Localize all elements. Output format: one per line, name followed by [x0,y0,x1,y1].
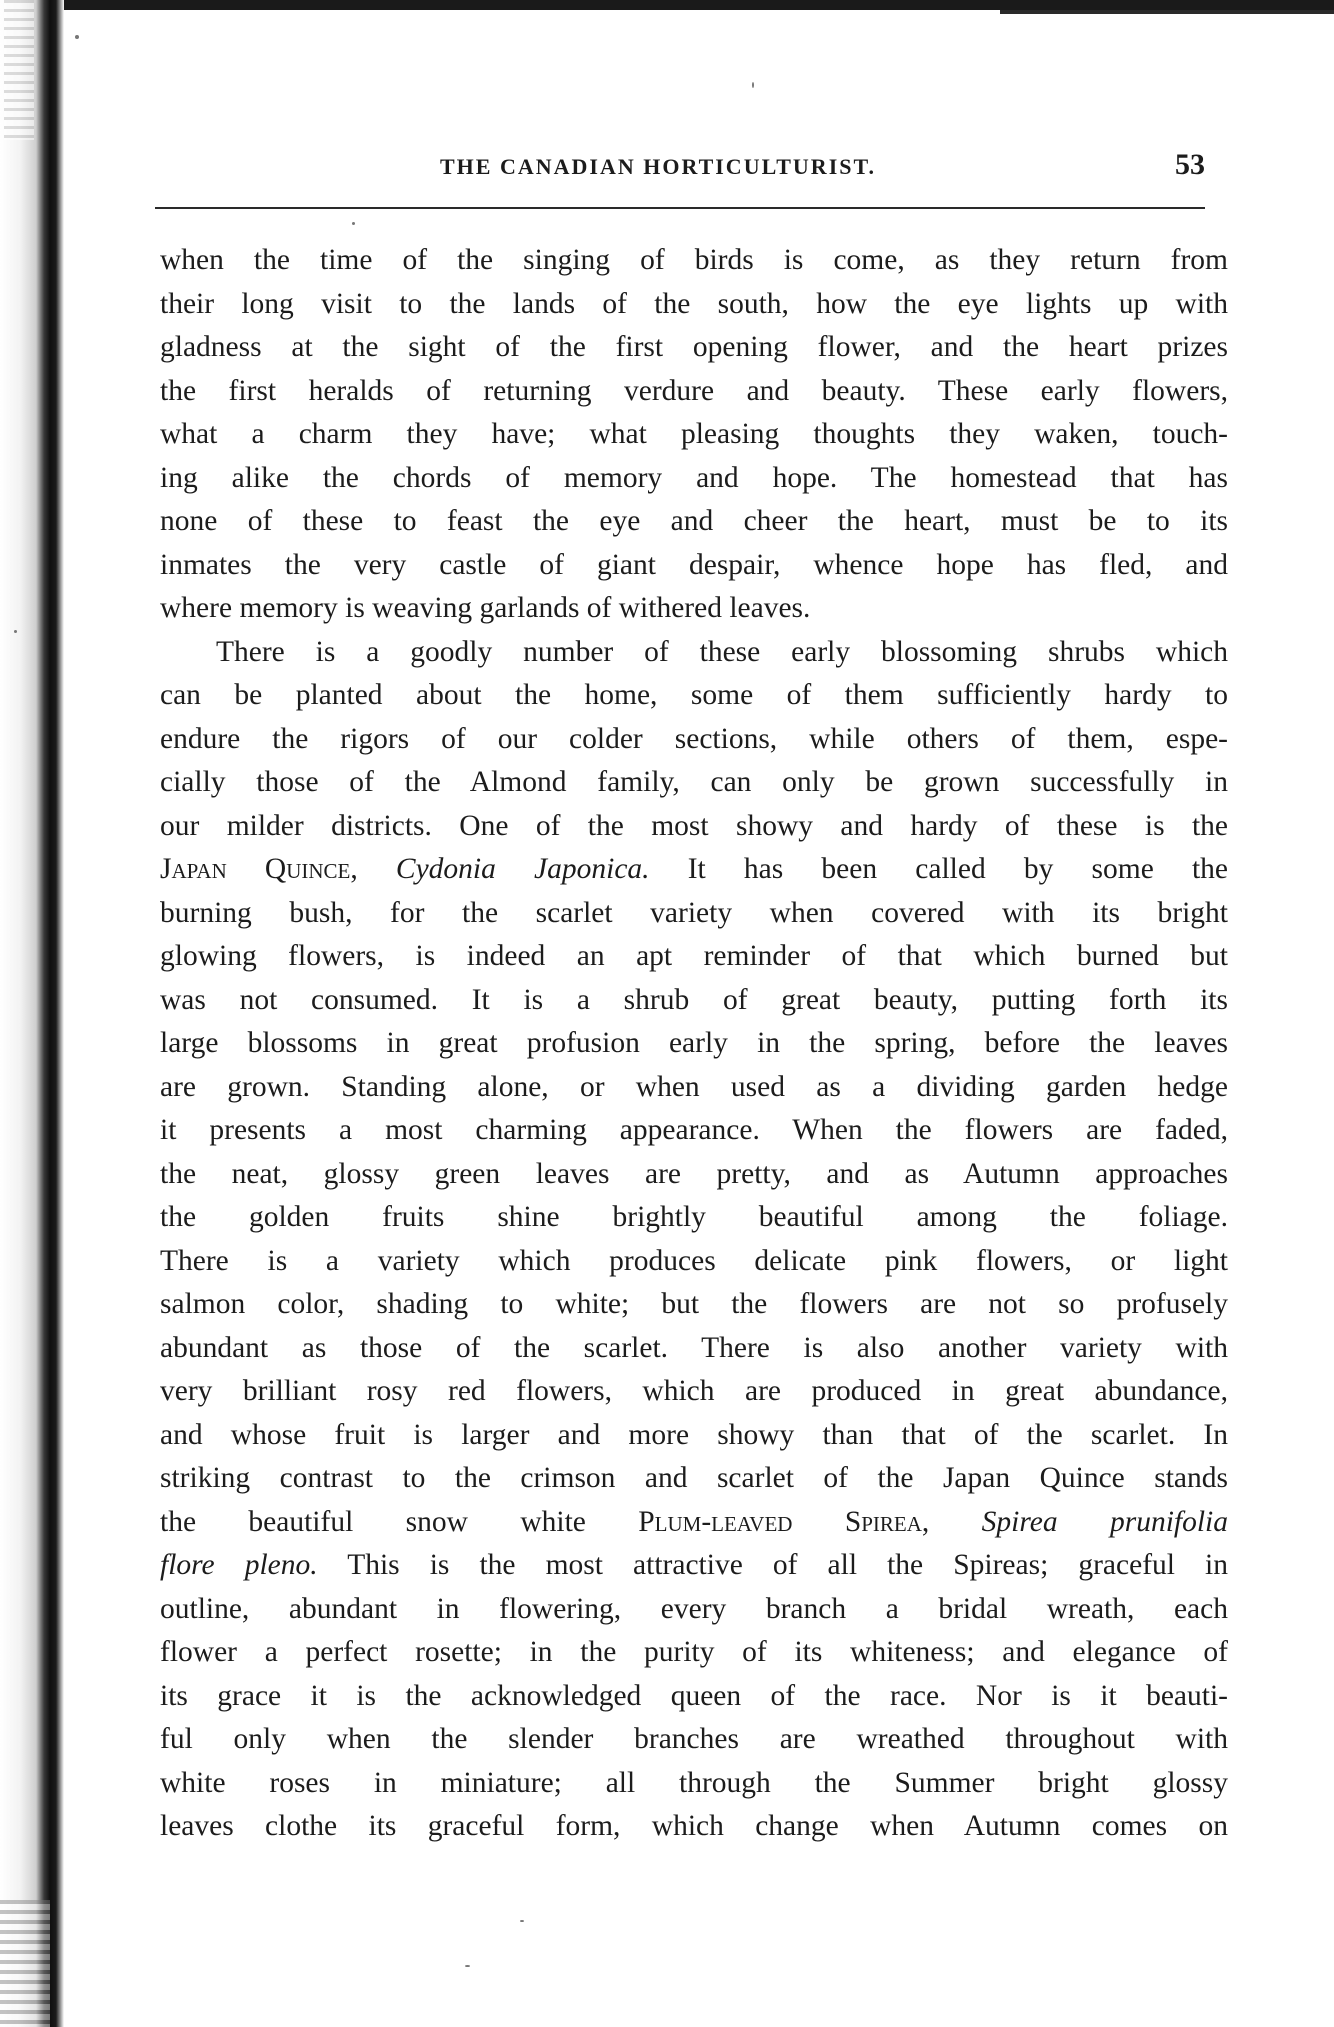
text-line: There is a variety which produces delicate pink flowers, or light [160,1244,1228,1277]
binding-texture-top [4,0,34,140]
text-run: It has been called by some the [687,853,1228,885]
botanical-name-flore-pleno: flore pleno. [160,1549,318,1581]
scan-edge-top-tail [1000,10,1334,14]
scan-speck [14,630,17,633]
scan-speck [465,1965,470,1967]
text-line: flower a perfect rosette; in the purity of its whiteness; and elegance of [160,1636,1228,1668]
text-line: can be planted about the home, some of them sufficiently hardy to [160,679,1228,711]
text-line: it presents a most charming appearance. When the flowers are faded, [160,1114,1228,1146]
text-line: our milder districts. One of the most showy and hardy of these is the [160,809,1228,842]
text-line: very brilliant rosy red flowers, which are produced in great abundance, [160,1375,1228,1407]
text-line: and whose fruit is larger and more showy than that of the scarlet. In [160,1418,1228,1451]
text-line: outline, abundant in flowering, every branch a bridal wreath, each [160,1592,1228,1625]
text-line: salmon color, shading to white; but the flowers are not so profusely [160,1288,1228,1320]
header-rule [155,207,1205,209]
text-line: There is a goodly number of these early blossoming shrubs which [216,635,1228,668]
text-line: when the time of the singing of birds is come, as they return from [160,244,1228,276]
text-line: ful only when the slender branches are wreathed throughout with [160,1723,1228,1755]
text-line: striking contrast to the crimson and scarlet of the Japan Quince stands [160,1462,1228,1494]
text-line: large blossoms in great profusion early in the spring, before the leaves [160,1027,1228,1059]
book-binding-shadow [0,0,64,2027]
text-line: their long visit to the lands of the south, how the eye lights up with [160,287,1228,320]
text-run: the beautiful snow white [160,1505,586,1538]
text-line: none of these to feast the eye and cheer the heart, must be to its [160,505,1228,537]
text-line: cially those of the Almond family, can only be grown successfully in [160,766,1228,798]
running-title: THE CANADIAN HORTICULTURIST. [440,154,877,179]
scan-speck [752,82,754,88]
text-line: endure the rigors of our colder sections, while others of them, espe- [160,722,1228,755]
running-head [150,148,1205,188]
text-line: white roses in miniature; all through the Summer bright glossy [160,1766,1228,1799]
text-line: the golden fruits shine brightly beautiful among the foliage. [160,1201,1228,1233]
paragraph [160,631,1228,1849]
text-line: the first heralds of returning verdure and beauty. These early flowers, [160,374,1228,407]
text-line: glowing flowers, is indeed an apt reminder of that which burned but [160,940,1228,972]
botanical-name-spirea: Spirea prunifolia [981,1505,1228,1538]
text-line: where memory is weaving garlands of withered leaves. [160,592,811,624]
scan-speck [352,222,355,225]
paragraph [160,239,1228,631]
text-run: This is the most attractive of all the Spireas; graceful in [347,1549,1228,1581]
text-line: burning bush, for the scarlet variety when covered with its bright [160,896,1228,929]
text-line: leaves clothe its graceful form, which change when Autumn comes on [160,1810,1228,1842]
plant-name-plum-leaved-spirea: Plum-leaved Spirea, [638,1505,930,1538]
scan-speck [75,35,79,39]
text-line: what a charm they have; what pleasing thoughts they waken, touch- [160,418,1228,450]
text-line: inmates the very castle of giant despair, whence hope has fled, and [160,548,1228,581]
text-line: are grown. Standing alone, or when used as a dividing garden hedge [160,1070,1228,1103]
text-line: was not consumed. It is a shrub of great beauty, putting forth its [160,983,1228,1016]
article-text [160,239,1228,1849]
text-line [160,1544,1228,1588]
scan-edge-top [0,0,1334,10]
binding-texture-bottom [0,1900,50,2027]
text-line: ing alike the chords of memory and hope. The homestead that has [160,461,1228,494]
page-number: 53 [1175,148,1205,181]
text-line: gladness at the sight of the first opening flower, and the heart prizes [160,331,1228,363]
text-line: the neat, glossy green leaves are pretty, and as Autumn approaches [160,1157,1228,1190]
botanical-name-cydonia: Cydonia Japonica. [395,853,650,885]
text-line: its grace it is the acknowledged queen of the race. Nor is it beauti- [160,1679,1228,1712]
text-line [160,848,1228,892]
text-line [160,1501,1228,1545]
scan-speck [520,1920,524,1922]
plant-name-japan-quince: Japan Quince, [160,853,358,885]
text-line: abundant as those of the scarlet. There is also another variety with [160,1331,1228,1364]
